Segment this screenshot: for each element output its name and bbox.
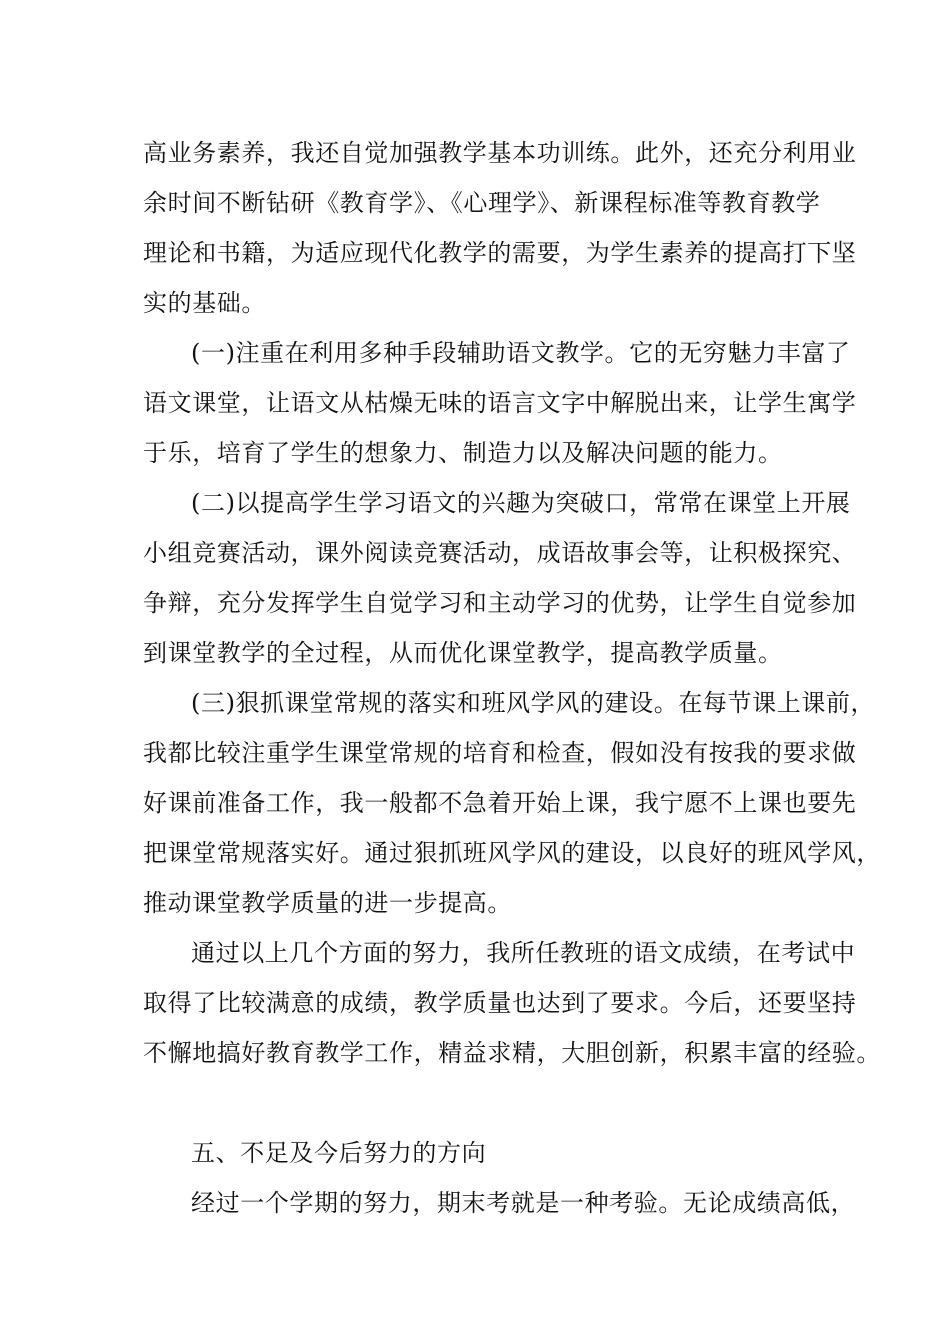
text-line: 余时间不断钻研《教育学》、《心理学》、新课程标准等教育教学: [143, 189, 821, 217]
text-line: (一)注重在利用多种手段辅助语文教学。它的无穷魅力丰富了: [191, 339, 851, 367]
text-line: 到课堂教学的全过程，从而优化课堂教学，提高教学质量。: [143, 639, 783, 667]
text-line: 推动课堂教学质量的进一步提高。: [143, 889, 512, 917]
text-line: 我都比较注重学生课堂常规的培育和检查，假如没有按我的要求做: [143, 739, 857, 767]
text-line: (二)以提高学生学习语文的兴趣为突破口，常常在课堂上开展: [191, 489, 851, 517]
text-line: 实的基础。: [143, 289, 266, 317]
text-line: 不懈地搞好教育教学工作，精益求精，大胆创新，积累丰富的经验。: [143, 1039, 881, 1067]
text-line: 经过一个学期的努力，期末考就是一种考验。无论成绩高低，: [191, 1189, 856, 1217]
text-line: 通过以上几个方面的努力，我所任教班的语文成绩，在考试中: [191, 939, 856, 967]
text-line: 理论和书籍，为适应现代化教学的需要，为学生素养的提高打下坚: [143, 239, 857, 267]
text-line: 取得了比较满意的成绩，教学质量也达到了要求。今后，还要坚持: [143, 989, 857, 1017]
text-line: 好课前准备工作，我一般都不急着开始上课，我宁愿不上课也要先: [143, 789, 857, 817]
text-line: (三)狠抓课堂常规的落实和班风学风的建设。在每节课上课前，: [191, 689, 876, 717]
text-line: 争辩，充分发挥学生自觉学习和主动学习的优势，让学生自觉参加: [143, 589, 857, 617]
text-line: 语文课堂，让语文从枯燥无味的语言文字中解脱出来，让学生寓学: [143, 389, 857, 417]
section-heading: 五、不足及今后努力的方向: [191, 1139, 487, 1167]
text-line: 高业务素养，我还自觉加强教学基本功训练。此外，还充分利用业: [143, 139, 857, 167]
text-line: 小组竞赛活动，课外阅读竞赛活动，成语故事会等，让积极探究、: [143, 539, 857, 567]
text-line: 于乐，培育了学生的想象力、制造力以及解决问题的能力。: [143, 439, 783, 467]
text-line: 把课堂常规落实好。通过狠抓班风学风的建设，以良好的班风学风，: [143, 839, 881, 867]
